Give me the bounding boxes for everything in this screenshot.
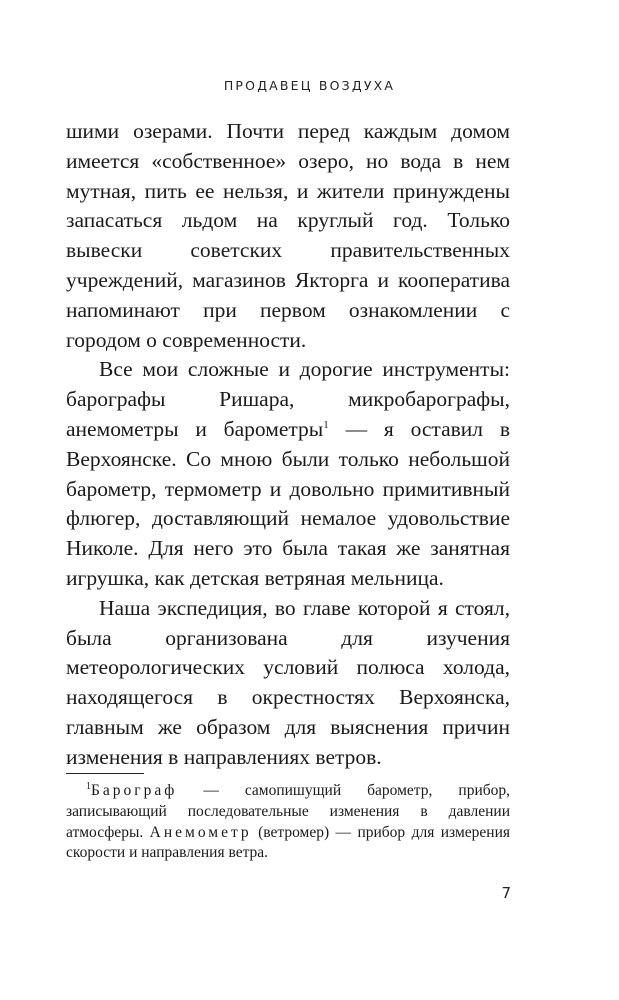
running-head: ПРОДАВЕЦ ВОЗДУХА bbox=[223, 78, 396, 93]
footnote-text-1: — самопишущий барометр, прибор, записывающий последовательные изменения в давлении атмосферы. bbox=[66, 782, 510, 841]
footnote-term-anemometer: Анемометр bbox=[149, 823, 252, 841]
paragraph-2 bbox=[66, 355, 510, 593]
paragraph-3: Наша экспедиция, во главе которой я стоял, была организована для изучения метеорологических условий полюса холода, находящегося в окрестностях Верхоянска, главным же образом для выяснения причин изменения в направлениях ветров. bbox=[66, 595, 510, 769]
body-text bbox=[66, 117, 510, 773]
footnote bbox=[66, 781, 510, 864]
footnote-marker: 1 bbox=[86, 780, 91, 792]
footnote-term-barograph: Барограф bbox=[91, 782, 178, 799]
paragraph-1: шими озерами. Почти перед каждым домом имеется «собственное» озеро, но вода в нем мутная, пить ее нельзя, и жители принуждены запасаться льдом на круглый год. Только вывески советских правительственных учреждений, магазинов Якторга и кооператива напоминают при первом ознакомлении с городом о современности. bbox=[66, 119, 510, 352]
footnote-reference[interactable]: 1 bbox=[323, 418, 329, 431]
footnote-divider bbox=[66, 773, 144, 774]
footnote-text-2: (ветромер) — прибор для измерения скорости и направления ветра. bbox=[66, 823, 510, 862]
page-number: 7 bbox=[501, 884, 511, 902]
paragraph-2-text-after: — я оставил в Верхоянске. Со мною были только небольшой барометр, термометр и довольно примитивный флюгер, доставляющий немалое удовольствие Николе. Для него это была такая же занятная игрушка, как детская ветряная мельница. bbox=[66, 416, 510, 590]
paragraph-2-text-before: Все мои сложные и дорогие инструменты: барографы Ришара, микробарографы, анемометры и барометры bbox=[66, 357, 510, 441]
